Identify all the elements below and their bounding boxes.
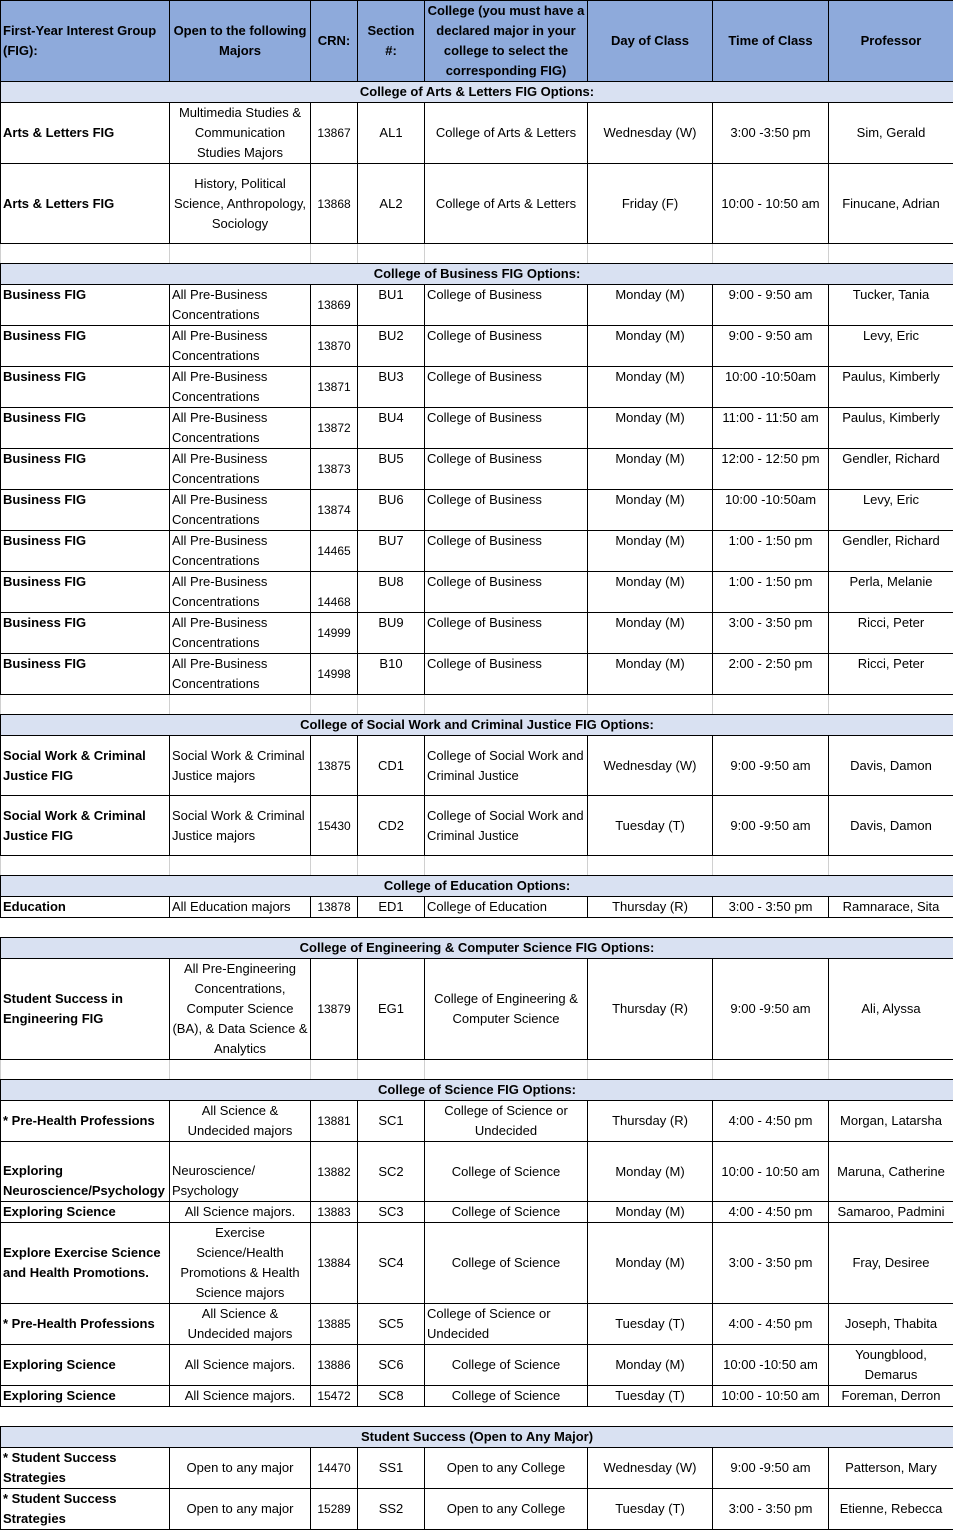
majors: All Science majors.: [170, 1386, 311, 1407]
crn: 13886: [311, 1345, 358, 1386]
college: College of Science: [425, 1345, 588, 1386]
professor: Paulus, Kimberly: [829, 408, 953, 449]
college: College of Business: [425, 572, 588, 613]
crn: 14468: [311, 572, 358, 613]
fig-name: Business FIG: [1, 408, 170, 449]
section: CD2: [358, 796, 425, 856]
day: Monday (M): [588, 490, 713, 531]
section-heading-science: College of Science FIG Options:: [1, 1080, 953, 1101]
crn: 13885: [311, 1304, 358, 1345]
header-section: Section #:: [358, 1, 425, 82]
professor: Perla, Melanie: [829, 572, 953, 613]
college: College of Social Work and Criminal Justice: [425, 796, 588, 856]
college: College of Engineering & Computer Science: [425, 959, 588, 1060]
majors: All Pre-Business Concentrations: [170, 572, 311, 613]
college: College of Business: [425, 613, 588, 654]
spacer-row: [1, 1407, 953, 1427]
table-row: [1, 103, 953, 164]
crn: 13867: [311, 103, 358, 164]
table-row: [1, 654, 953, 695]
professor: Gendler, Richard: [829, 449, 953, 490]
college: College of Business: [425, 408, 588, 449]
crn: 13872: [311, 408, 358, 449]
day: Monday (M): [588, 572, 713, 613]
day: Monday (M): [588, 613, 713, 654]
fig-name: Exploring Science: [1, 1202, 170, 1223]
time: 3:00 - 3:50 pm: [713, 897, 829, 918]
majors: All Science majors.: [170, 1202, 311, 1223]
fig-name: Exploring Science: [1, 1386, 170, 1407]
crn: 13871: [311, 367, 358, 408]
table-row: [1, 1142, 953, 1202]
majors: Neuroscience/ Psychology: [170, 1142, 311, 1202]
crn: 13869: [311, 285, 358, 326]
college: College of Science or Undecided: [425, 1101, 588, 1142]
majors: All Pre-Business Concentrations: [170, 367, 311, 408]
professor: Ali, Alyssa: [829, 959, 953, 1060]
day: Tuesday (T): [588, 1386, 713, 1407]
college: College of Business: [425, 490, 588, 531]
college: College of Business: [425, 326, 588, 367]
spacer-row: [1, 1060, 953, 1080]
time: 12:00 - 12:50 pm: [713, 449, 829, 490]
professor: Maruna, Catherine: [829, 1142, 953, 1202]
majors: All Science & Undecided majors: [170, 1304, 311, 1345]
college: College of Education: [425, 897, 588, 918]
time: 3:00 -3:50 pm: [713, 103, 829, 164]
professor: Levy, Eric: [829, 490, 953, 531]
day: Thursday (R): [588, 959, 713, 1060]
time: 10:00 -10:50am: [713, 490, 829, 531]
section: EG1: [358, 959, 425, 1060]
professor: Samaroo, Padmini: [829, 1202, 953, 1223]
crn: 13874: [311, 490, 358, 531]
header-professor: Professor: [829, 1, 953, 82]
college: College of Science: [425, 1223, 588, 1304]
professor: Ricci, Peter: [829, 654, 953, 695]
crn: 14470: [311, 1448, 358, 1489]
time: 1:00 - 1:50 pm: [713, 531, 829, 572]
time: 3:00 - 3:50 pm: [713, 613, 829, 654]
professor: Finucane, Adrian: [829, 164, 953, 244]
section-heading-business: College of Business FIG Options:: [1, 264, 953, 285]
college: College of Business: [425, 449, 588, 490]
section: CD1: [358, 736, 425, 796]
section: AL1: [358, 103, 425, 164]
time: 4:00 - 4:50 pm: [713, 1202, 829, 1223]
fig-name: Business FIG: [1, 531, 170, 572]
fig-name: Arts & Letters FIG: [1, 103, 170, 164]
majors: All Pre-Business Concentrations: [170, 449, 311, 490]
section: SC3: [358, 1202, 425, 1223]
majors: Multimedia Studies & Communication Studies Majors: [170, 103, 311, 164]
fig-name: Explore Exercise Science and Health Promotions.: [1, 1223, 170, 1304]
professor: Gendler, Richard: [829, 531, 953, 572]
time: 11:00 - 11:50 am: [713, 408, 829, 449]
table-row: [1, 285, 953, 326]
crn: 13883: [311, 1202, 358, 1223]
day: Tuesday (T): [588, 1304, 713, 1345]
section: BU5: [358, 449, 425, 490]
table-row: [1, 1202, 953, 1223]
majors: All Pre-Engineering Concentrations, Computer Science (BA), & Data Science & Analytics: [170, 959, 311, 1060]
day: Monday (M): [588, 408, 713, 449]
professor: Paulus, Kimberly: [829, 367, 953, 408]
section: ED1: [358, 897, 425, 918]
majors: All Pre-Business Concentrations: [170, 285, 311, 326]
college: College of Arts & Letters: [425, 103, 588, 164]
fig-name: Business FIG: [1, 572, 170, 613]
table-row: [1, 490, 953, 531]
section: SC1: [358, 1101, 425, 1142]
majors: All Pre-Business Concentrations: [170, 654, 311, 695]
section-heading-social-work: College of Social Work and Criminal Justice FIG Options:: [1, 715, 953, 736]
crn: 13873: [311, 449, 358, 490]
time: 9:00 - 9:50 am: [713, 326, 829, 367]
majors: Exercise Science/Health Promotions & Health Science majors: [170, 1223, 311, 1304]
time: 4:00 - 4:50 pm: [713, 1101, 829, 1142]
time: 9:00 -9:50 am: [713, 1448, 829, 1489]
section: AL2: [358, 164, 425, 244]
day: Monday (M): [588, 285, 713, 326]
time: 10:00 -10:50am: [713, 367, 829, 408]
section: BU6: [358, 490, 425, 531]
header-day: Day of Class: [588, 1, 713, 82]
professor: Davis, Damon: [829, 796, 953, 856]
day: Wednesday (W): [588, 103, 713, 164]
crn: 14999: [311, 613, 358, 654]
fig-name: Business FIG: [1, 490, 170, 531]
day: Monday (M): [588, 326, 713, 367]
section-heading-engineering: College of Engineering & Computer Science FIG Options:: [1, 938, 953, 959]
fig-name: Social Work & Criminal Justice FIG: [1, 796, 170, 856]
section: BU4: [358, 408, 425, 449]
college: College of Science: [425, 1386, 588, 1407]
section: SS1: [358, 1448, 425, 1489]
time: 9:00 - 9:50 am: [713, 285, 829, 326]
majors: All Education majors: [170, 897, 311, 918]
college: College of Business: [425, 654, 588, 695]
section: SC8: [358, 1386, 425, 1407]
fig-name: Business FIG: [1, 449, 170, 490]
professor: Fray, Desiree: [829, 1223, 953, 1304]
crn: 13878: [311, 897, 358, 918]
time: 3:00 - 3:50 pm: [713, 1223, 829, 1304]
college: College of Science: [425, 1142, 588, 1202]
section: SC6: [358, 1345, 425, 1386]
table-row: [1, 613, 953, 654]
college: College of Business: [425, 367, 588, 408]
professor: Tucker, Tania: [829, 285, 953, 326]
section: SS2: [358, 1489, 425, 1530]
spacer-row: [1, 244, 953, 264]
professor: Etienne, Rebecca: [829, 1489, 953, 1530]
section-heading-student-success: Student Success (Open to Any Major): [1, 1427, 953, 1448]
day: Thursday (R): [588, 1101, 713, 1142]
crn: 14998: [311, 654, 358, 695]
table-row: [1, 1489, 953, 1530]
professor: Levy, Eric: [829, 326, 953, 367]
table-row: [1, 408, 953, 449]
table-row: [1, 1223, 953, 1304]
majors: All Pre-Business Concentrations: [170, 326, 311, 367]
day: Tuesday (T): [588, 796, 713, 856]
time: 10:00 -10:50 am: [713, 1345, 829, 1386]
fig-name: Exploring Science: [1, 1345, 170, 1386]
day: Monday (M): [588, 1142, 713, 1202]
day: Tuesday (T): [588, 1489, 713, 1530]
day: Wednesday (W): [588, 1448, 713, 1489]
day: Thursday (R): [588, 897, 713, 918]
majors: All Science & Undecided majors: [170, 1101, 311, 1142]
day: Monday (M): [588, 1223, 713, 1304]
fig-name: Business FIG: [1, 285, 170, 326]
day: Monday (M): [588, 1202, 713, 1223]
day: Monday (M): [588, 367, 713, 408]
college: Open to any College: [425, 1448, 588, 1489]
crn: 15289: [311, 1489, 358, 1530]
time: 9:00 -9:50 am: [713, 796, 829, 856]
table-row: [1, 736, 953, 796]
majors: All Pre-Business Concentrations: [170, 408, 311, 449]
crn: 13870: [311, 326, 358, 367]
header-crn: CRN:: [311, 1, 358, 82]
college: College of Social Work and Criminal Justice: [425, 736, 588, 796]
header-row: [1, 1, 953, 82]
table-row: [1, 1101, 953, 1142]
majors: Social Work & Criminal Justice majors: [170, 796, 311, 856]
section: B10: [358, 654, 425, 695]
time: 9:00 -9:50 am: [713, 959, 829, 1060]
table-row: [1, 1304, 953, 1345]
majors: All Science majors.: [170, 1345, 311, 1386]
college: College of Science or Undecided: [425, 1304, 588, 1345]
spacer-row: [1, 918, 953, 938]
professor: Foreman, Derron: [829, 1386, 953, 1407]
fig-name: * Pre-Health Professions: [1, 1101, 170, 1142]
majors: All Pre-Business Concentrations: [170, 613, 311, 654]
header-time: Time of Class: [713, 1, 829, 82]
time: 10:00 - 10:50 am: [713, 164, 829, 244]
fig-name: Education: [1, 897, 170, 918]
crn: 15430: [311, 796, 358, 856]
time: 1:00 - 1:50 pm: [713, 572, 829, 613]
time: 4:00 - 4:50 pm: [713, 1304, 829, 1345]
table-row: [1, 897, 953, 918]
section: BU8: [358, 572, 425, 613]
professor: Joseph, Thabita: [829, 1304, 953, 1345]
fig-name: Business FIG: [1, 613, 170, 654]
section-heading-education: College of Education Options:: [1, 876, 953, 897]
section: SC2: [358, 1142, 425, 1202]
crn: 13884: [311, 1223, 358, 1304]
fig-name: Social Work & Criminal Justice FIG: [1, 736, 170, 796]
day: Monday (M): [588, 531, 713, 572]
college: College of Arts & Letters: [425, 164, 588, 244]
crn: 13875: [311, 736, 358, 796]
professor: Patterson, Mary: [829, 1448, 953, 1489]
professor: Ramnarace, Sita: [829, 897, 953, 918]
table-row: [1, 449, 953, 490]
spacer-row: [1, 695, 953, 715]
college: College of Business: [425, 285, 588, 326]
crn: 13868: [311, 164, 358, 244]
section: BU2: [358, 326, 425, 367]
section: BU9: [358, 613, 425, 654]
section: SC5: [358, 1304, 425, 1345]
professor: Davis, Damon: [829, 736, 953, 796]
section-heading-arts: College of Arts & Letters FIG Options:: [1, 82, 953, 103]
fig-name: Arts & Letters FIG: [1, 164, 170, 244]
spacer-row: [1, 856, 953, 876]
section: SC4: [358, 1223, 425, 1304]
time: 2:00 - 2:50 pm: [713, 654, 829, 695]
table-row: [1, 1448, 953, 1489]
majors: All Pre-Business Concentrations: [170, 490, 311, 531]
college: College of Science: [425, 1202, 588, 1223]
table-row: [1, 531, 953, 572]
section: BU7: [358, 531, 425, 572]
time: 10:00 - 10:50 am: [713, 1386, 829, 1407]
header-fig: First-Year Interest Group (FIG):: [1, 1, 170, 82]
time: 3:00 - 3:50 pm: [713, 1489, 829, 1530]
table-row: [1, 796, 953, 856]
day: Wednesday (W): [588, 736, 713, 796]
fig-name: Business FIG: [1, 326, 170, 367]
majors: All Pre-Business Concentrations: [170, 531, 311, 572]
fig-name: * Student Success Strategies: [1, 1448, 170, 1489]
professor: Ricci, Peter: [829, 613, 953, 654]
table-row: [1, 326, 953, 367]
majors: Open to any major: [170, 1489, 311, 1530]
header-college: College (you must have a declared major in your college to select the corresponding FIG): [425, 1, 588, 82]
fig-name: Business FIG: [1, 367, 170, 408]
day: Friday (F): [588, 164, 713, 244]
table-row: [1, 959, 953, 1060]
majors: Open to any major: [170, 1448, 311, 1489]
professor: Sim, Gerald: [829, 103, 953, 164]
majors: Social Work & Criminal Justice majors: [170, 736, 311, 796]
table-row: [1, 1386, 953, 1407]
fig-name: Exploring Neuroscience/Psychology: [1, 1142, 170, 1202]
fig-name: Business FIG: [1, 654, 170, 695]
professor: Youngblood, Demarus: [829, 1345, 953, 1386]
crn: 15472: [311, 1386, 358, 1407]
table-row: [1, 164, 953, 244]
table-row: [1, 1345, 953, 1386]
time: 10:00 - 10:50 am: [713, 1142, 829, 1202]
college: Open to any College: [425, 1489, 588, 1530]
time: 9:00 -9:50 am: [713, 736, 829, 796]
day: Monday (M): [588, 449, 713, 490]
fig-name: * Pre-Health Professions: [1, 1304, 170, 1345]
crn: 13882: [311, 1142, 358, 1202]
header-majors: Open to the following Majors: [170, 1, 311, 82]
section: BU1: [358, 285, 425, 326]
day: Monday (M): [588, 654, 713, 695]
majors: History, Political Science, Anthropology, Sociology: [170, 164, 311, 244]
day: Monday (M): [588, 1345, 713, 1386]
fig-name: * Student Success Strategies: [1, 1489, 170, 1530]
professor: Morgan, Latarsha: [829, 1101, 953, 1142]
crn: 13879: [311, 959, 358, 1060]
fig-name: Student Success in Engineering FIG: [1, 959, 170, 1060]
college: College of Business: [425, 531, 588, 572]
table-row: [1, 367, 953, 408]
table-row: [1, 572, 953, 613]
section: BU3: [358, 367, 425, 408]
crn: 14465: [311, 531, 358, 572]
crn: 13881: [311, 1101, 358, 1142]
